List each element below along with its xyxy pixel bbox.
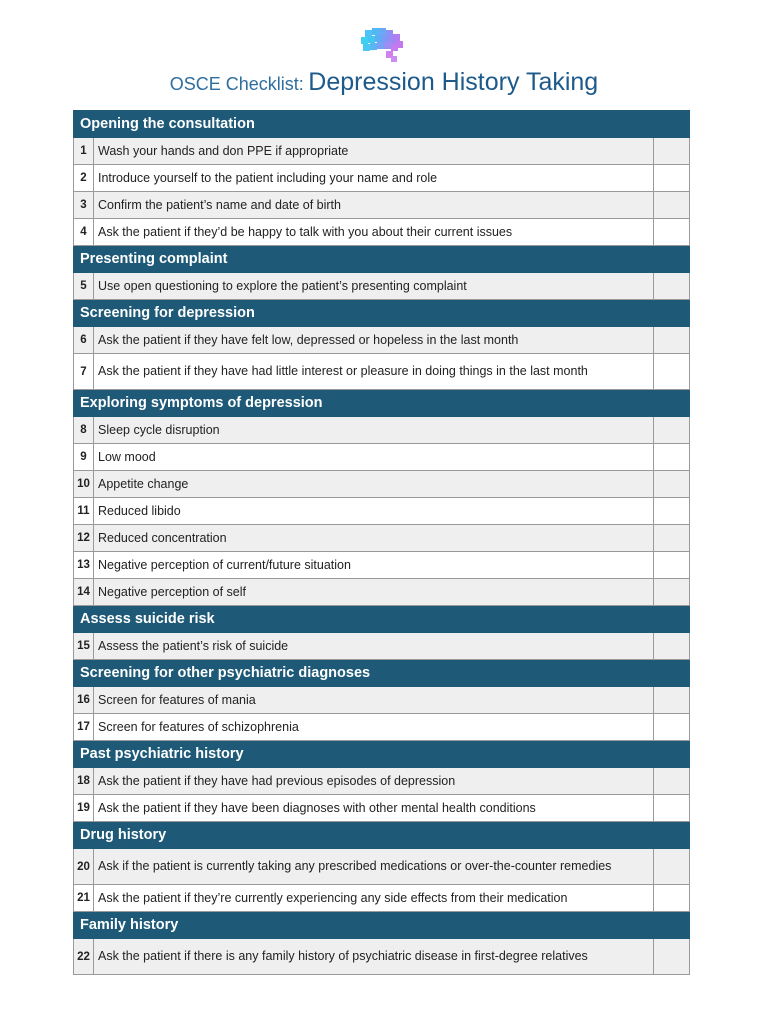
checkbox-cell[interactable] <box>653 552 689 579</box>
checklist-row <box>74 354 690 390</box>
item-text: Wash your hands and don PPE if appropriate <box>94 138 654 165</box>
checklist-row <box>74 552 690 579</box>
checklist-row <box>74 939 690 975</box>
item-number: 1 <box>74 138 94 165</box>
checklist-row <box>74 849 690 885</box>
section-header <box>74 390 690 417</box>
checkbox-cell[interactable] <box>653 219 689 246</box>
item-number: 16 <box>74 687 94 714</box>
checklist-row <box>74 471 690 498</box>
checklist-row <box>74 138 690 165</box>
item-number: 6 <box>74 327 94 354</box>
item-number: 3 <box>74 192 94 219</box>
item-number: 20 <box>74 849 94 885</box>
section-title: Opening the consultation <box>74 111 690 138</box>
item-text: Confirm the patient’s name and date of birth <box>94 192 654 219</box>
item-number: 2 <box>74 165 94 192</box>
item-number: 12 <box>74 525 94 552</box>
checkbox-cell[interactable] <box>653 165 689 192</box>
item-text: Appetite change <box>94 471 654 498</box>
checklist-row <box>74 498 690 525</box>
item-text: Ask the patient if they’re currently experiencing any side effects from their medication <box>94 885 654 912</box>
checklist-row <box>74 327 690 354</box>
item-text: Ask the patient if there is any family history of psychiatric disease in first-degree relatives <box>94 939 654 975</box>
item-text: Negative perception of current/future situation <box>94 552 654 579</box>
item-text: Sleep cycle disruption <box>94 417 654 444</box>
section-title: Drug history <box>74 822 690 849</box>
checkbox-cell[interactable] <box>653 579 689 606</box>
item-text: Ask the patient if they have had little interest or pleasure in doing things in the last month <box>94 354 654 390</box>
section-header <box>74 822 690 849</box>
checklist-row <box>74 444 690 471</box>
section-header <box>74 300 690 327</box>
item-number: 5 <box>74 273 94 300</box>
checklist-row <box>74 219 690 246</box>
item-number: 14 <box>74 579 94 606</box>
checkbox-cell[interactable] <box>653 687 689 714</box>
section-header <box>74 606 690 633</box>
item-text: Assess the patient’s risk of suicide <box>94 633 654 660</box>
item-number: 7 <box>74 354 94 390</box>
checkbox-cell[interactable] <box>653 795 689 822</box>
checkbox-cell[interactable] <box>653 939 689 975</box>
item-text: Ask the patient if they’d be happy to talk with you about their current issues <box>94 219 654 246</box>
checklist-row <box>74 768 690 795</box>
section-header <box>74 912 690 939</box>
checklist-row <box>74 165 690 192</box>
checkbox-cell[interactable] <box>653 849 689 885</box>
checklist-row <box>74 417 690 444</box>
checkbox-cell[interactable] <box>653 633 689 660</box>
item-text: Introduce yourself to the patient including your name and role <box>94 165 654 192</box>
section-header <box>74 741 690 768</box>
section-title: Screening for depression <box>74 300 690 327</box>
item-text: Negative perception of self <box>94 579 654 606</box>
checklist-row <box>74 633 690 660</box>
checkbox-cell[interactable] <box>653 354 689 390</box>
item-text: Screen for features of schizophrenia <box>94 714 654 741</box>
checklist-row <box>74 714 690 741</box>
item-number: 19 <box>74 795 94 822</box>
checkbox-cell[interactable] <box>653 471 689 498</box>
item-text: Ask the patient if they have had previous episodes of depression <box>94 768 654 795</box>
checklist-row <box>74 192 690 219</box>
checkbox-cell[interactable] <box>653 192 689 219</box>
checkbox-cell[interactable] <box>653 714 689 741</box>
checkbox-cell[interactable] <box>653 327 689 354</box>
checklist-row <box>74 273 690 300</box>
item-text: Reduced concentration <box>94 525 654 552</box>
item-text: Low mood <box>94 444 654 471</box>
checklist-table <box>73 110 690 975</box>
item-number: 8 <box>74 417 94 444</box>
item-number: 9 <box>74 444 94 471</box>
checklist-row <box>74 795 690 822</box>
section-title: Past psychiatric history <box>74 741 690 768</box>
checklist-row <box>74 579 690 606</box>
item-text: Ask if the patient is currently taking any prescribed medications or over-the-counter remedies <box>94 849 654 885</box>
checkbox-cell[interactable] <box>653 768 689 795</box>
checkbox-cell[interactable] <box>653 417 689 444</box>
checklist-row <box>74 885 690 912</box>
title-main: Depression History Taking <box>308 68 599 96</box>
item-number: 18 <box>74 768 94 795</box>
title-prefix: OSCE Checklist: <box>169 74 304 94</box>
item-text: Use open questioning to explore the patient’s presenting complaint <box>94 273 654 300</box>
item-number: 10 <box>74 471 94 498</box>
item-number: 11 <box>74 498 94 525</box>
item-text: Screen for features of mania <box>94 687 654 714</box>
page-title <box>0 68 768 97</box>
item-number: 4 <box>74 219 94 246</box>
checkbox-cell[interactable] <box>653 885 689 912</box>
checklist-row <box>74 525 690 552</box>
checkbox-cell[interactable] <box>653 273 689 300</box>
section-title: Screening for other psychiatric diagnoses <box>74 660 690 687</box>
item-number: 15 <box>74 633 94 660</box>
item-number: 13 <box>74 552 94 579</box>
section-title: Presenting complaint <box>74 246 690 273</box>
section-title: Assess suicide risk <box>74 606 690 633</box>
checkbox-cell[interactable] <box>653 444 689 471</box>
item-number: 17 <box>74 714 94 741</box>
item-number: 22 <box>74 939 94 975</box>
checkbox-cell[interactable] <box>653 138 689 165</box>
checkbox-cell[interactable] <box>653 498 689 525</box>
section-header <box>74 111 690 138</box>
item-number: 21 <box>74 885 94 912</box>
checkbox-cell[interactable] <box>653 525 689 552</box>
checklist-row <box>74 687 690 714</box>
item-text: Reduced libido <box>94 498 654 525</box>
section-header <box>74 660 690 687</box>
section-title: Exploring symptoms of depression <box>74 390 690 417</box>
item-text: Ask the patient if they have felt low, depressed or hopeless in the last month <box>94 327 654 354</box>
item-text: Ask the patient if they have been diagnoses with other mental health conditions <box>94 795 654 822</box>
section-title: Family history <box>74 912 690 939</box>
section-header <box>74 246 690 273</box>
brain-logo-icon <box>359 26 409 66</box>
